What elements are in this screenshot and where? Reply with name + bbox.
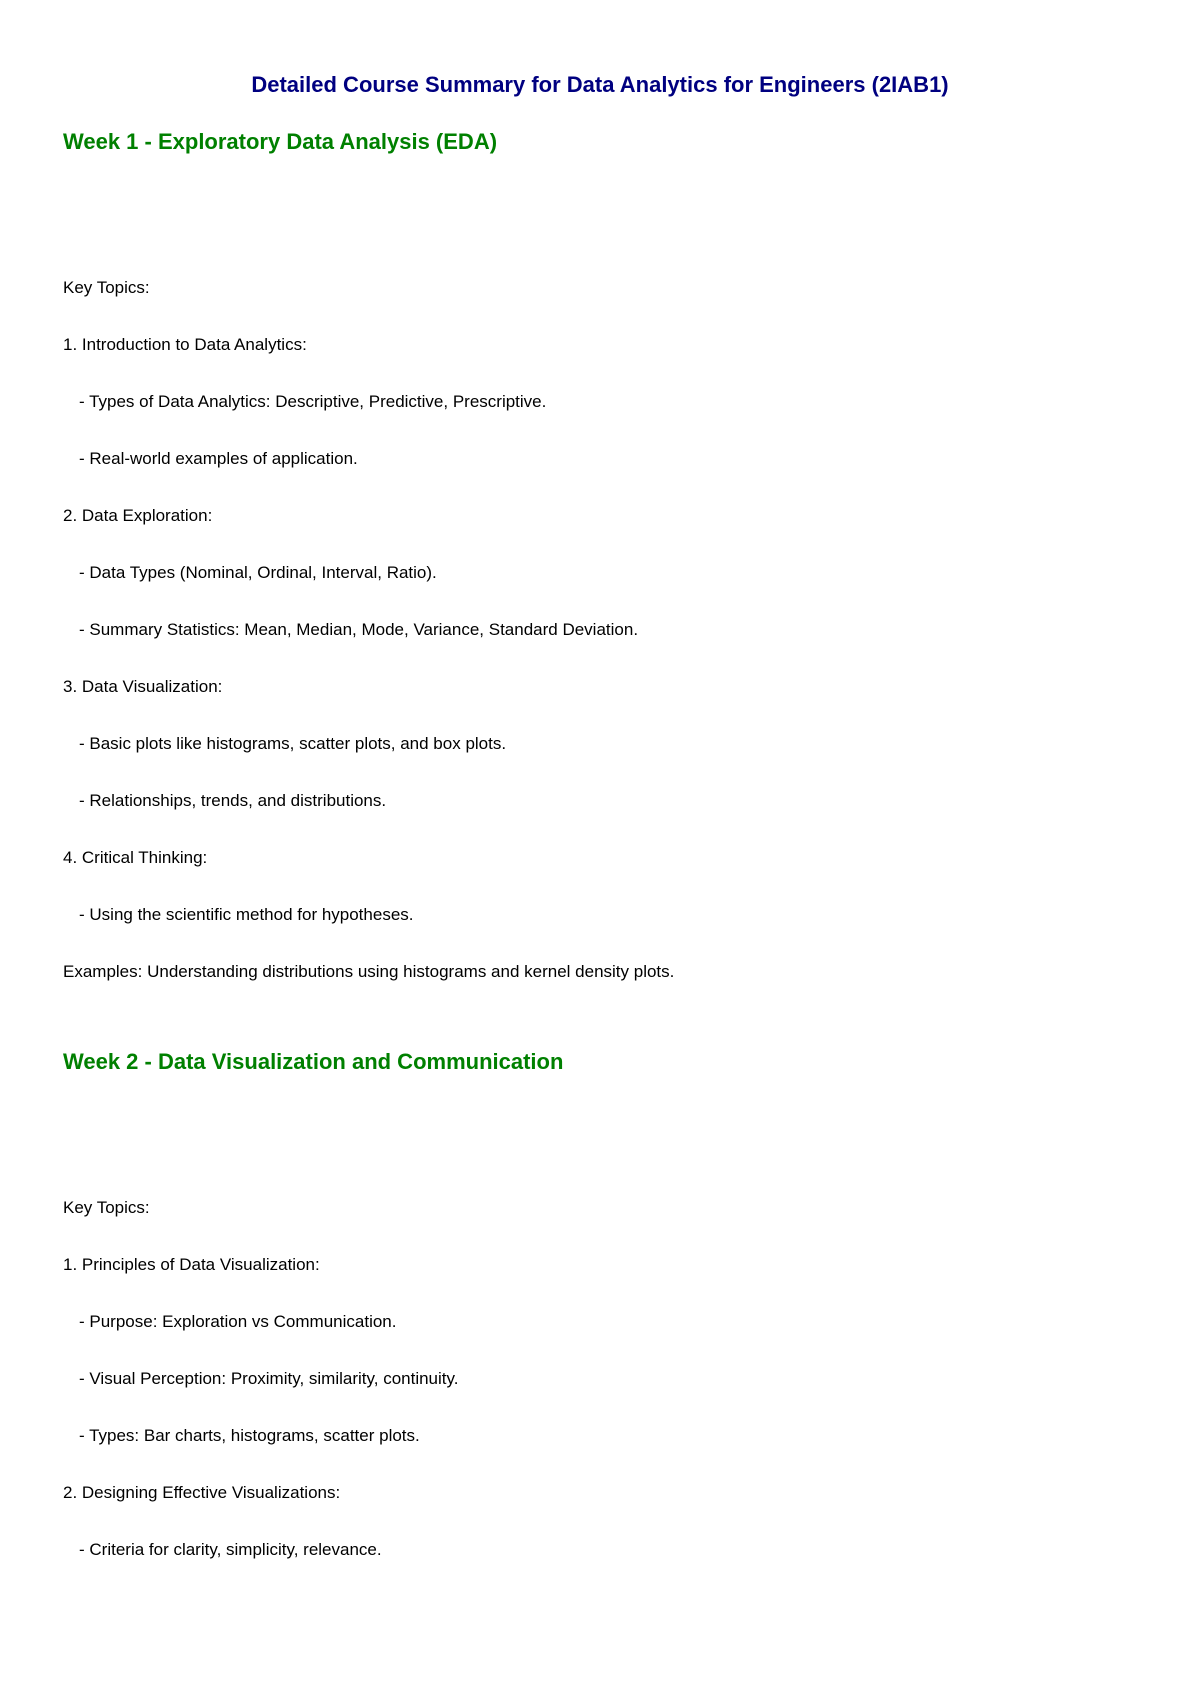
week-1-topic-4: 4. Critical Thinking: [63, 848, 208, 867]
document-title: Detailed Course Summary for Data Analytics for Engineers (2IAB1) [251, 72, 949, 97]
week-1-topic-3-point-2: - Relationships, trends, and distributions. [79, 791, 387, 810]
week-2-topic-2-point-1: - Criteria for clarity, simplicity, relevance. [79, 1540, 382, 1559]
week-2-key-topics-label: Key Topics: [63, 1198, 150, 1217]
week-1-examples: Examples: Understanding distributions using histograms and kernel density plots. [63, 962, 675, 981]
week-1-topic-1-point-2: - Real-world examples of application. [79, 449, 358, 468]
week-1-heading: Week 1 - Exploratory Data Analysis (EDA) [63, 129, 498, 154]
week-2-topic-1-point-2: - Visual Perception: Proximity, similarity, continuity. [79, 1369, 459, 1388]
week-2-topic-2: 2. Designing Effective Visualizations: [63, 1483, 341, 1502]
week-1-topic-2-point-2: - Summary Statistics: Mean, Median, Mode, Variance, Standard Deviation. [79, 620, 639, 639]
week-2-topic-1-point-1: - Purpose: Exploration vs Communication. [79, 1312, 397, 1331]
week-1-topic-3-point-1: - Basic plots like histograms, scatter plots, and box plots. [79, 734, 507, 753]
week-1-topic-4-point-1: - Using the scientific method for hypotheses. [79, 905, 414, 924]
week-2-topic-1: 1. Principles of Data Visualization: [63, 1255, 320, 1274]
week-1-topic-1-point-1: - Types of Data Analytics: Descriptive, Predictive, Prescriptive. [79, 392, 547, 411]
week-1-topic-2-point-1: - Data Types (Nominal, Ordinal, Interval, Ratio). [79, 563, 437, 582]
week-2-heading: Week 2 - Data Visualization and Communication [63, 1049, 564, 1074]
week-1-topic-1: 1. Introduction to Data Analytics: [63, 335, 307, 354]
week-1-topic-3: 3. Data Visualization: [63, 677, 223, 696]
week-1-topic-2: 2. Data Exploration: [63, 506, 213, 525]
week-1-key-topics-label: Key Topics: [63, 278, 150, 297]
week-2-topic-1-point-3: - Types: Bar charts, histograms, scatter plots. [79, 1426, 420, 1445]
